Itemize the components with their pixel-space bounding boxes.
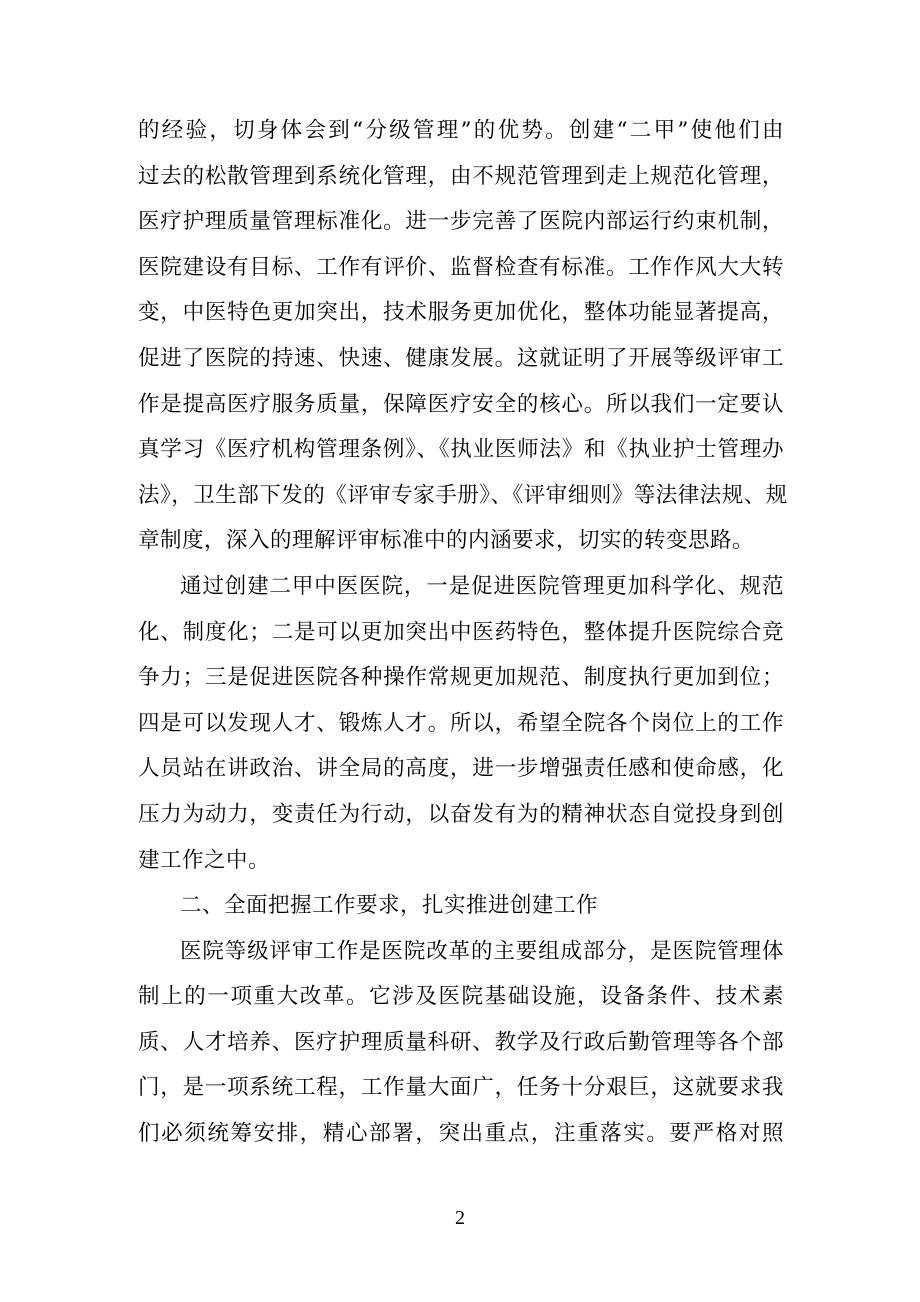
paragraph-1-line-7: 作是提高医疗服务质量，保障医疗安全的核心。所以我们一定要认	[138, 391, 784, 417]
paragraph-2-line-7: 建工作之中。	[138, 847, 271, 873]
paragraph-1-line-5: 变，中医特色更加突出，技术服务更加优化，整体功能显著提高，	[138, 300, 784, 326]
paragraph-1-line-10: 章制度，深入的理解评审标准中的内涵要求，切实的转变思路。	[138, 528, 755, 554]
paragraph-2-line-3: 争力；三是促进医院各种操作常规更加规范、制度执行更加到位；	[138, 665, 784, 691]
page-number: 2	[455, 1207, 465, 1229]
paragraph-1-line-8: 真学习《医疗机构管理条例》、《执业医师法》和《执业护士管理办	[138, 437, 784, 463]
paragraph-1-line-3: 医疗护理质量管理标准化。进一步完善了医院内部运行约束机制，	[138, 209, 784, 235]
paragraph-1-line-2: 过去的松散管理到系统化管理，由不规范管理到走上规范化管理，	[138, 163, 784, 189]
document-body	[138, 108, 788, 1157]
paragraph-3-line-5: 们必须统筹安排，精心部署，突出重点，注重落实。要严格对照	[138, 1121, 784, 1147]
paragraph-1-line-9: 法》，卫生部下发的《评审专家手册》、《评审细则》等法律法规、规	[138, 482, 788, 508]
paragraph-2-line-6: 压力为动力，变责任为行动，以奋发有为的精神状态自觉投身到创	[138, 801, 784, 827]
section-heading: 二、全面把握工作要求，扎实推进创建工作	[180, 893, 599, 919]
paragraph-2-line-2: 化、制度化；二是可以更加突出中医药特色，整体提升医院综合竞	[138, 619, 784, 645]
paragraph-3-line-2: 制上的一项重大改革。它涉及医院基础设施，设备条件、技术素	[138, 984, 784, 1010]
paragraph-3-line-3: 质、人才培养、医疗护理质量科研、教学及行政后勤管理等各个部	[138, 1029, 784, 1055]
paragraph-3-line-4: 门，是一项系统工程，工作量大面广，任务十分艰巨，这就要求我	[138, 1075, 784, 1101]
paragraph-2-line-4: 四是可以发现人才、锻炼人才。所以，希望全院各个岗位上的工作	[138, 710, 784, 736]
paragraph-1-line-1: 的经验，切身体会到“分级管理”的优势。创建“二甲”使他们由	[138, 118, 784, 143]
paragraph-1-line-4: 医院建设有目标、工作有评价、监督检查有标准。工作作风大大转	[138, 254, 784, 280]
paragraph-2-line-5: 人员站在讲政治、讲全局的高度，进一步增强责任感和使命感，化	[138, 756, 784, 782]
paragraph-3-line-1: 医院等级评审工作是医院改革的主要组成部分，是医院管理体	[180, 938, 784, 964]
paragraph-1-line-6: 促进了医院的持速、快速、健康发展。这就证明了开展等级评审工	[138, 345, 784, 371]
paragraph-2-line-1: 通过创建二甲中医医院，一是促进医院管理更加科学化、规范	[180, 573, 784, 599]
